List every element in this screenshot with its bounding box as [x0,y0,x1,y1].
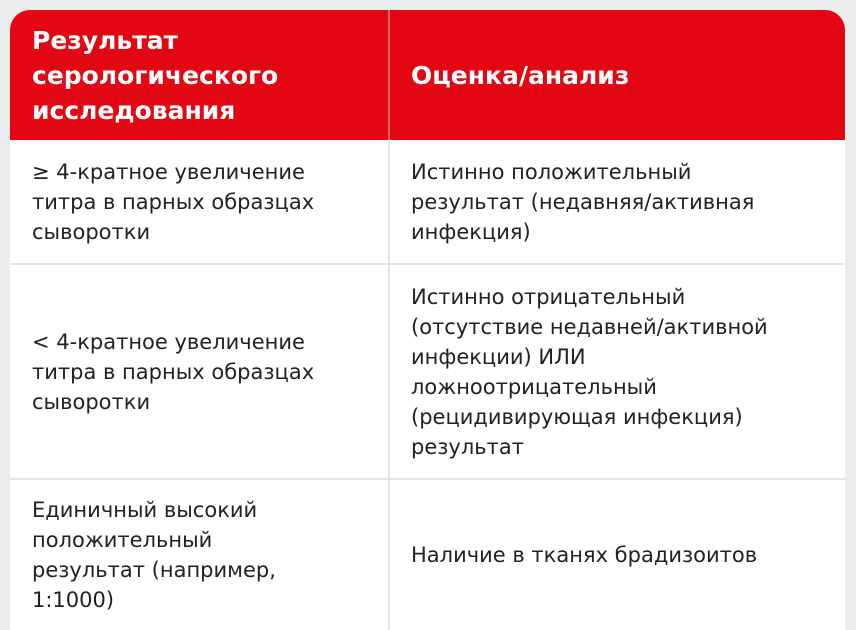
result-cell [10,480,390,630]
table-header-row [10,10,845,140]
result-text: Единичный высокий положительный результат (например, 1:1000) [32,498,276,612]
serology-table [10,10,845,630]
table-row [10,140,845,265]
header-cell-assessment [390,10,845,140]
header-cell-result [10,10,390,140]
assessment-text: Истинно отрицательный (отсутствие недавней/активной инфекции) ИЛИ ложноотрицательный (рецидивирующая инфекция) результат [411,284,768,459]
header-result-label: Результат серологического исследования [32,25,279,125]
table-row [10,480,845,630]
result-text: ≥ 4-кратное увеличение титра в парных образцах сыворотки [32,159,315,244]
assessment-cell [390,140,845,263]
result-cell [10,265,390,478]
result-cell [10,140,390,263]
assessment-cell [390,265,845,478]
header-assessment-label: Оценка/анализ [411,60,630,90]
table-row [10,265,845,480]
assessment-text: Истинно положительный результат (недавняя/активная инфекция) [411,159,755,244]
result-text: < 4-кратное увеличение титра в парных образцах сыворотки [32,329,315,414]
assessment-cell [390,480,845,630]
assessment-text: Наличие в тканях брадизоитов [411,543,758,567]
